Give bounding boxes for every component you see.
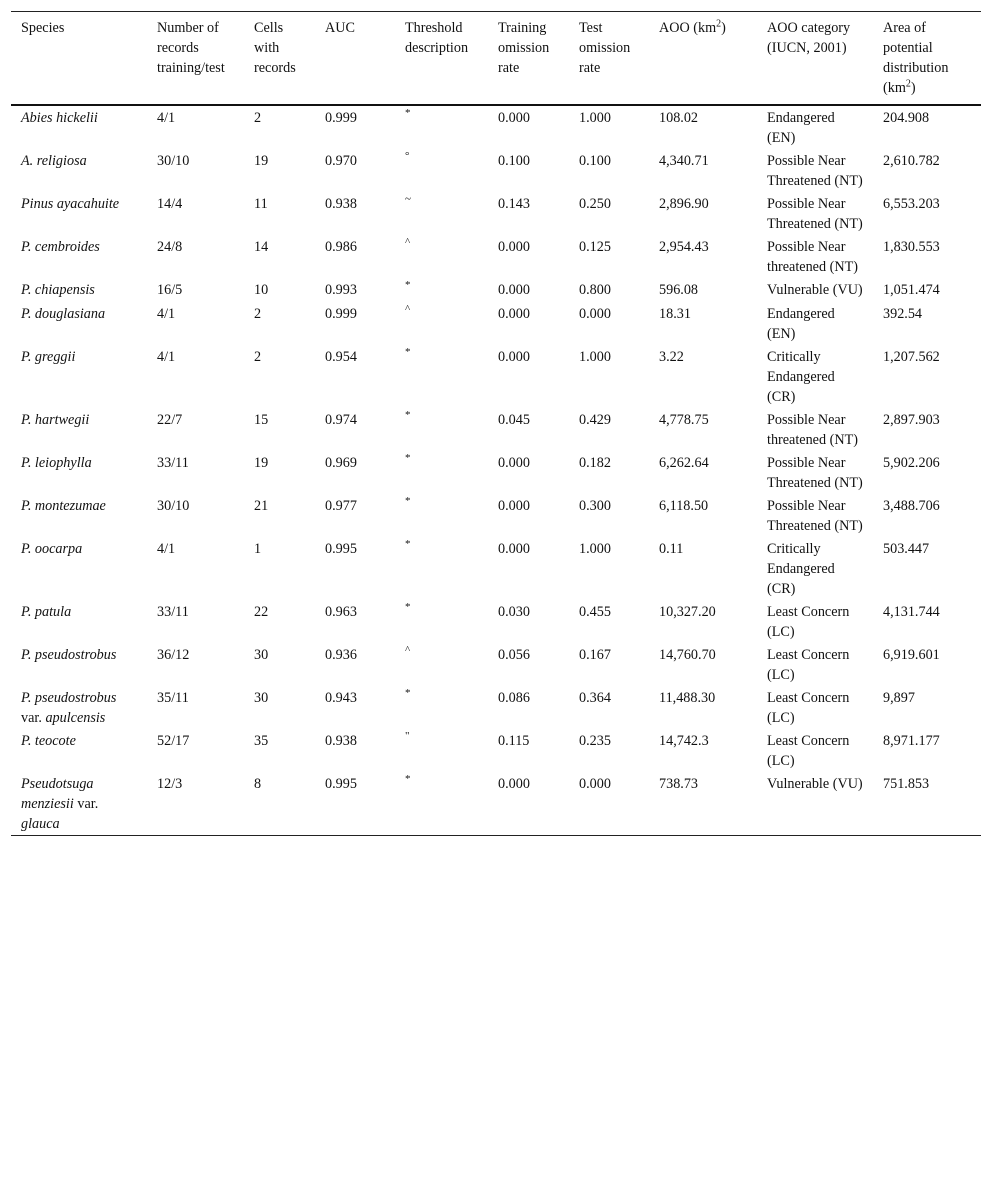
cell-test: 1.000 bbox=[579, 349, 611, 365]
cell-species bbox=[11, 451, 147, 494]
cell-category: Endangered (EN) bbox=[767, 110, 835, 146]
header-aoo-suffix: ) bbox=[721, 20, 726, 36]
cell-species bbox=[11, 729, 147, 772]
cell-category: Vulnerable (VU) bbox=[767, 776, 863, 792]
table-row bbox=[11, 494, 981, 537]
species-name: Abies hickelii bbox=[21, 110, 98, 126]
cell-area: 751.853 bbox=[883, 776, 930, 792]
cell-test: 0.429 bbox=[579, 412, 611, 428]
cell-test: 1.000 bbox=[579, 110, 611, 126]
cell-auc: 0.970 bbox=[325, 153, 357, 169]
cell-auc: 0.938 bbox=[325, 196, 357, 212]
cell-species bbox=[11, 105, 147, 149]
header-area-suffix: ) bbox=[910, 80, 916, 96]
cell-threshold bbox=[395, 600, 488, 643]
cell-test: 1.000 bbox=[579, 541, 611, 557]
threshold-symbol: * bbox=[405, 452, 411, 464]
table-row bbox=[11, 192, 981, 235]
cell-auc: 0.943 bbox=[325, 690, 357, 706]
cell-test: 0.250 bbox=[579, 196, 611, 212]
cell-cells: 30 bbox=[254, 647, 269, 663]
cell-aoo: 596.08 bbox=[659, 282, 699, 298]
species-var-name: apulcensis bbox=[45, 710, 106, 726]
table-row bbox=[11, 643, 981, 686]
cell-area: 1,830.553 bbox=[883, 239, 940, 255]
cell-records: 4/1 bbox=[157, 110, 176, 126]
cell-aoo: 738.73 bbox=[659, 776, 699, 792]
cell-training: 0.086 bbox=[498, 690, 530, 706]
cell-cells: 2 bbox=[254, 306, 262, 322]
cell-records: 30/10 bbox=[157, 498, 190, 514]
cell-species bbox=[11, 686, 147, 729]
cell-training: 0.000 bbox=[498, 776, 530, 792]
cell-category: Critically Endangered (CR) bbox=[767, 349, 835, 405]
table-row bbox=[11, 686, 981, 729]
cell-test: 0.167 bbox=[579, 647, 611, 663]
cell-records: 22/7 bbox=[157, 412, 183, 428]
cell-auc: 0.936 bbox=[325, 647, 357, 663]
cell-records: 30/10 bbox=[157, 153, 190, 169]
cell-test: 0.235 bbox=[579, 733, 611, 749]
cell-records: 4/1 bbox=[157, 306, 176, 322]
cell-category: Critically Endangered (CR) bbox=[767, 541, 835, 597]
cell-category: Possible Near Threatened (NT) bbox=[767, 196, 863, 232]
cell-category: Least Concern (LC) bbox=[767, 604, 850, 640]
cell-area: 9,897 bbox=[883, 690, 915, 706]
table-row bbox=[11, 451, 981, 494]
species-name: P. oocarpa bbox=[21, 541, 83, 557]
cell-records: 4/1 bbox=[157, 349, 176, 365]
cell-threshold bbox=[395, 235, 488, 278]
cell-aoo: 10,327.20 bbox=[659, 604, 716, 620]
threshold-symbol: ^ bbox=[405, 236, 411, 248]
threshold-symbol: * bbox=[405, 538, 411, 550]
cell-training: 0.045 bbox=[498, 412, 530, 428]
species-name: P. douglasiana bbox=[21, 306, 106, 322]
table-row bbox=[11, 408, 981, 451]
cell-area: 503.447 bbox=[883, 541, 930, 557]
table-row bbox=[11, 235, 981, 278]
cell-species bbox=[11, 600, 147, 643]
cell-threshold bbox=[395, 451, 488, 494]
cell-species bbox=[11, 494, 147, 537]
cell-cells: 2 bbox=[254, 349, 262, 365]
cell-cells: 30 bbox=[254, 690, 269, 706]
header-cells: Cells with records bbox=[254, 20, 296, 76]
cell-training: 0.100 bbox=[498, 153, 530, 169]
cell-threshold bbox=[395, 772, 488, 836]
table-container bbox=[11, 11, 981, 836]
cell-auc: 0.993 bbox=[325, 282, 357, 298]
cell-species bbox=[11, 345, 147, 408]
cell-area: 5,902.206 bbox=[883, 455, 940, 471]
header-species: Species bbox=[21, 20, 65, 36]
cell-cells: 15 bbox=[254, 412, 269, 428]
cell-threshold bbox=[395, 537, 488, 600]
cell-auc: 0.969 bbox=[325, 455, 357, 471]
species-name: P. hartwegii bbox=[21, 412, 90, 428]
cell-aoo: 2,896.90 bbox=[659, 196, 709, 212]
cell-area: 3,488.706 bbox=[883, 498, 940, 514]
header-records: Number of records training/test bbox=[157, 20, 225, 76]
species-name: P. pseudostrobus bbox=[21, 647, 117, 663]
cell-auc: 0.999 bbox=[325, 306, 357, 322]
threshold-symbol: * bbox=[405, 409, 411, 421]
cell-category: Least Concern (LC) bbox=[767, 647, 850, 683]
cell-threshold bbox=[395, 494, 488, 537]
cell-records: 33/11 bbox=[157, 455, 189, 471]
threshold-symbol: ^ bbox=[405, 644, 411, 656]
cell-aoo: 14,760.70 bbox=[659, 647, 716, 663]
cell-training: 0.000 bbox=[498, 239, 530, 255]
header-training: Training omission rate bbox=[498, 20, 550, 76]
table-row bbox=[11, 537, 981, 600]
cell-aoo: 11,488.30 bbox=[659, 690, 716, 706]
header-category: AOO category (IUCN, 2001) bbox=[767, 20, 851, 56]
cell-test: 0.800 bbox=[579, 282, 611, 298]
cell-threshold bbox=[395, 643, 488, 686]
table-row bbox=[11, 105, 981, 149]
species-table bbox=[11, 11, 981, 836]
cell-cells: 1 bbox=[254, 541, 262, 557]
cell-threshold bbox=[395, 278, 488, 302]
cell-auc: 0.999 bbox=[325, 110, 357, 126]
species-var-label: var. bbox=[21, 710, 42, 726]
cell-category: Possible Near Threatened (NT) bbox=[767, 455, 863, 491]
cell-cells: 22 bbox=[254, 604, 269, 620]
cell-category: Possible Near threatened (NT) bbox=[767, 239, 858, 275]
threshold-symbol: ° bbox=[405, 150, 410, 162]
cell-training: 0.000 bbox=[498, 455, 530, 471]
threshold-symbol: * bbox=[405, 687, 411, 699]
cell-training: 0.000 bbox=[498, 110, 530, 126]
cell-aoo: 6,118.50 bbox=[659, 498, 709, 514]
species-name: A. religiosa bbox=[21, 153, 87, 169]
header-aoo bbox=[649, 12, 757, 106]
table-row bbox=[11, 302, 981, 345]
cell-cells: 8 bbox=[254, 776, 262, 792]
cell-category: Least Concern (LC) bbox=[767, 690, 850, 726]
table-row bbox=[11, 278, 981, 302]
cell-training: 0.000 bbox=[498, 349, 530, 365]
threshold-symbol: * bbox=[405, 346, 411, 358]
cell-species bbox=[11, 537, 147, 600]
cell-records: 12/3 bbox=[157, 776, 183, 792]
cell-species bbox=[11, 408, 147, 451]
header-test: Test omission rate bbox=[579, 20, 631, 76]
header-aoo-sup: 2 bbox=[716, 18, 722, 30]
species-name: P. leiophylla bbox=[21, 455, 92, 471]
threshold-symbol: * bbox=[405, 495, 411, 507]
cell-aoo: 2,954.43 bbox=[659, 239, 709, 255]
cell-training: 0.030 bbox=[498, 604, 530, 620]
cell-aoo: 108.02 bbox=[659, 110, 699, 126]
cell-aoo: 14,742.3 bbox=[659, 733, 709, 749]
cell-cells: 2 bbox=[254, 110, 262, 126]
cell-threshold bbox=[395, 149, 488, 192]
cell-auc: 0.938 bbox=[325, 733, 357, 749]
cell-species bbox=[11, 302, 147, 345]
cell-threshold bbox=[395, 686, 488, 729]
cell-area: 6,553.203 bbox=[883, 196, 940, 212]
cell-cells: 35 bbox=[254, 733, 269, 749]
cell-area: 1,051.474 bbox=[883, 282, 940, 298]
cell-training: 0.000 bbox=[498, 498, 530, 514]
table-row bbox=[11, 345, 981, 408]
cell-category: Possible Near Threatened (NT) bbox=[767, 498, 863, 534]
cell-threshold bbox=[395, 408, 488, 451]
cell-records: 52/17 bbox=[157, 733, 190, 749]
cell-test: 0.182 bbox=[579, 455, 611, 471]
cell-cells: 21 bbox=[254, 498, 269, 514]
header-area-sup: 2 bbox=[905, 78, 911, 90]
cell-auc: 0.995 bbox=[325, 776, 357, 792]
cell-area: 4,131.744 bbox=[883, 604, 940, 620]
cell-aoo: 4,778.75 bbox=[659, 412, 709, 428]
cell-aoo: 6,262.64 bbox=[659, 455, 709, 471]
header-area bbox=[873, 12, 981, 106]
cell-area: 6,919.601 bbox=[883, 647, 940, 663]
threshold-symbol: * bbox=[405, 279, 411, 291]
threshold-symbol: * bbox=[405, 601, 411, 613]
cell-category: Least Concern (LC) bbox=[767, 733, 850, 769]
cell-area: 2,897.903 bbox=[883, 412, 940, 428]
cell-species bbox=[11, 772, 147, 836]
cell-aoo: 0.11 bbox=[659, 541, 684, 557]
cell-records: 33/11 bbox=[157, 604, 189, 620]
header-auc: AUC bbox=[325, 20, 355, 36]
species-name: P. montezumae bbox=[21, 498, 106, 514]
table-row bbox=[11, 772, 981, 836]
cell-records: 16/5 bbox=[157, 282, 183, 298]
cell-auc: 0.986 bbox=[325, 239, 357, 255]
cell-species bbox=[11, 235, 147, 278]
cell-auc: 0.977 bbox=[325, 498, 357, 514]
cell-test: 0.000 bbox=[579, 306, 611, 322]
species-name: P. pseudostrobus bbox=[21, 690, 117, 706]
cell-records: 36/12 bbox=[157, 647, 190, 663]
threshold-symbol: * bbox=[405, 107, 411, 119]
cell-records: 4/1 bbox=[157, 541, 176, 557]
cell-threshold bbox=[395, 729, 488, 772]
cell-category: Possible Near threatened (NT) bbox=[767, 412, 858, 448]
cell-threshold bbox=[395, 105, 488, 149]
cell-cells: 14 bbox=[254, 239, 269, 255]
cell-category: Vulnerable (VU) bbox=[767, 282, 863, 298]
species-name: P. patula bbox=[21, 604, 72, 620]
cell-test: 0.125 bbox=[579, 239, 611, 255]
header-threshold: Threshold description bbox=[405, 20, 469, 56]
threshold-symbol: ~ bbox=[405, 193, 411, 205]
species-name: Pinus ayacahuite bbox=[21, 196, 120, 212]
cell-threshold bbox=[395, 345, 488, 408]
cell-cells: 10 bbox=[254, 282, 269, 298]
cell-species bbox=[11, 149, 147, 192]
species-name: P. cembroides bbox=[21, 239, 100, 255]
cell-training: 0.000 bbox=[498, 282, 530, 298]
cell-threshold bbox=[395, 302, 488, 345]
table-body bbox=[11, 105, 981, 836]
cell-auc: 0.974 bbox=[325, 412, 357, 428]
table-row bbox=[11, 729, 981, 772]
species-name: P. greggii bbox=[21, 349, 76, 365]
threshold-symbol: ^ bbox=[405, 303, 411, 315]
cell-species bbox=[11, 278, 147, 302]
cell-aoo: 18.31 bbox=[659, 306, 691, 322]
cell-test: 0.300 bbox=[579, 498, 611, 514]
cell-training: 0.000 bbox=[498, 306, 530, 322]
cell-aoo: 4,340.71 bbox=[659, 153, 709, 169]
cell-test: 0.364 bbox=[579, 690, 611, 706]
cell-threshold bbox=[395, 192, 488, 235]
cell-training: 0.056 bbox=[498, 647, 530, 663]
cell-test: 0.455 bbox=[579, 604, 611, 620]
cell-training: 0.115 bbox=[498, 733, 530, 749]
threshold-symbol: " bbox=[405, 730, 410, 742]
cell-area: 8,971.177 bbox=[883, 733, 940, 749]
cell-auc: 0.954 bbox=[325, 349, 357, 365]
cell-category: Possible Near Threatened (NT) bbox=[767, 153, 863, 189]
cell-cells: 19 bbox=[254, 455, 269, 471]
cell-area: 1,207.562 bbox=[883, 349, 940, 365]
cell-area: 204.908 bbox=[883, 110, 930, 126]
table-header bbox=[11, 12, 981, 106]
cell-category: Endangered (EN) bbox=[767, 306, 835, 342]
species-var-name: glauca bbox=[21, 816, 60, 832]
table-row bbox=[11, 600, 981, 643]
species-name: Pseudotsuga menziesii bbox=[21, 776, 94, 812]
cell-test: 0.100 bbox=[579, 153, 611, 169]
cell-cells: 11 bbox=[254, 196, 268, 212]
cell-area: 2,610.782 bbox=[883, 153, 940, 169]
cell-cells: 19 bbox=[254, 153, 269, 169]
cell-records: 24/8 bbox=[157, 239, 183, 255]
header-row bbox=[11, 12, 981, 106]
table-row bbox=[11, 149, 981, 192]
cell-training: 0.143 bbox=[498, 196, 530, 212]
cell-records: 14/4 bbox=[157, 196, 183, 212]
cell-training: 0.000 bbox=[498, 541, 530, 557]
cell-test: 0.000 bbox=[579, 776, 611, 792]
cell-area: 392.54 bbox=[883, 306, 923, 322]
cell-aoo: 3.22 bbox=[659, 349, 684, 365]
cell-species bbox=[11, 192, 147, 235]
cell-auc: 0.995 bbox=[325, 541, 357, 557]
species-name: P. chiapensis bbox=[21, 282, 95, 298]
species-var-label: var. bbox=[77, 796, 99, 812]
threshold-symbol: * bbox=[405, 773, 411, 785]
header-aoo-prefix: AOO (km bbox=[659, 20, 717, 36]
header-area-prefix: Area of potential distribution (km bbox=[883, 20, 949, 96]
cell-auc: 0.963 bbox=[325, 604, 357, 620]
cell-records: 35/11 bbox=[157, 690, 189, 706]
cell-species bbox=[11, 643, 147, 686]
species-name: P. teocote bbox=[21, 733, 76, 749]
